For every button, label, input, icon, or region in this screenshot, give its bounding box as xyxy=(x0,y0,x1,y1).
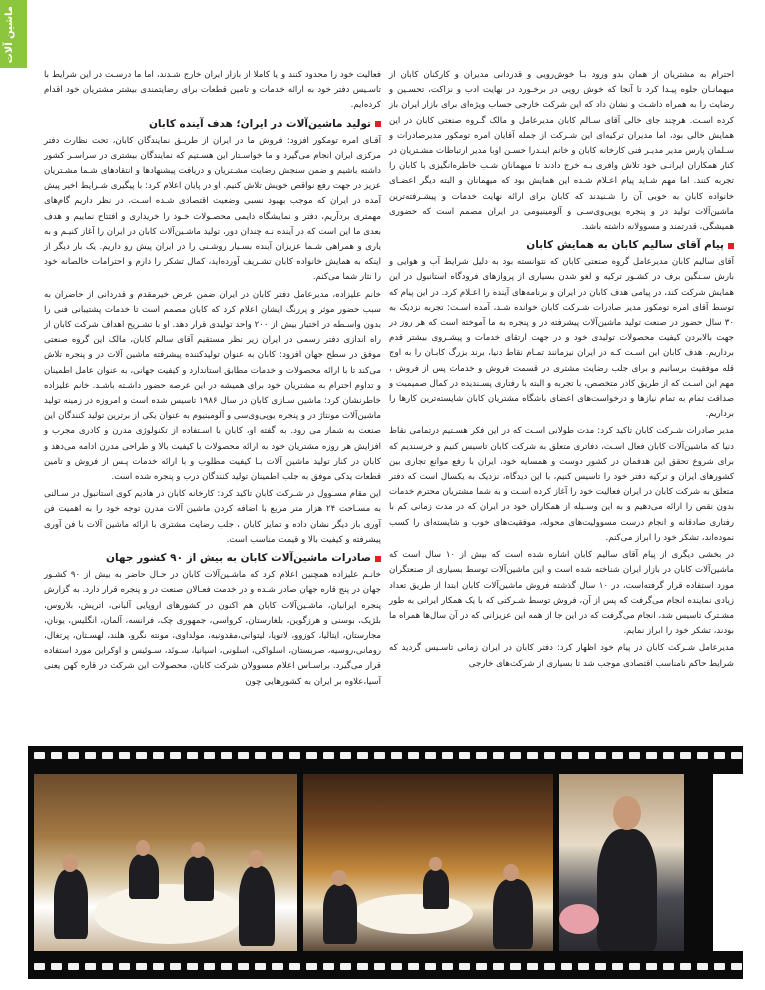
film-hole xyxy=(510,752,521,759)
film-hole xyxy=(442,963,453,970)
paragraph: احترام به مشتریان از همان بدو ورود بـا خوش‌رویی و قدردانی مدیران و کارکنان کابان از میهمانـان جلوه پیـدا کرد تا آنجا که خوش رویی در برخـورد در نهایت ادب و نزاکت، تحسـین و رضایت را به همراه داشـت و نشان داد که این شرکت خارجی حساب ویژه‌ای برای بازار ایران باز کرده اسـت. هرچند جای خالی آقای سـالم کابان مدیرعامل و مالک گـروه صنعتی کابان در این همایش خالی بود، اما مدیران ترکیه‌ای این شـرکت از جمله آقایان امره تومکور مدیرصادرات و سـلمان پارس مدیر مدیـر فنی کارخانه کابان و خانم اینـدرا حسـن اوبا مدیر ارتباطات مشـتریان در کنار همکاران ایرانـی خود تلاش وافری بـه خرج دادند تا میهمانان شـب خاطره‌انگیزی با کابان را تجربه کنند. اما مهم شـاید پیام اعـلام شـده این همایش بود که میهمانان و البته دیگر اعضـای خانواده کابان به خوبی آن را شـنیدند که کابان برای ارائه نهایت خدمات و پیشـرفته‌ترین ماشین‌آلات تولید در و پنجره یوپی‌وی‌سـی و آلومینیومی در ایران مصمم است که حضوری همیشگی، قدرتمند و مسوولانه داشته باشد. xyxy=(389,70,734,233)
section-heading xyxy=(44,551,381,566)
film-perforations-bottom xyxy=(28,963,743,973)
film-hole xyxy=(629,752,640,759)
paragraph: در بخشی دیگری از پیام آقای سالیم کابان اشاره شده است که بیش از ۱۰ سال است که ماشین‌آلات کابان در بازار ایران شناخته شده است و این ماشین‌آلات توسط بسیاری از صنعتگران مورد استفاده قرار گرفته‌است، در ۱۰ سال گذشته فروش ماشین‌آلات کابان ابتدا از طریق تعداد زیادی نماینده انجام می‌گرفت که پس از آن، فروش توسط شـرکتی که با یک همکار ایرانی به طور مشـترک تاسیس شد، انجام می‌گرفت که در این جا از همه این عزیزانی که در آن سال‌ها همراه ما بودند، تشکر خود را ابراز نمایم. xyxy=(389,550,734,637)
film-perforations-top xyxy=(28,752,743,762)
film-hole xyxy=(476,963,487,970)
film-hole xyxy=(493,963,504,970)
film-hole xyxy=(663,963,674,970)
film-hole xyxy=(629,963,640,970)
paragraph: آقـای امره تومکور افزود: فروش ما در ایران از طریـق نمایندگان کابان، تحت نظارت دفتر مرکزی ایران انجام می‌گیرد و ما خواسـتار این هسـتیم که نمایندگان بیشتری در سراسـر کشور داشته باشیم و ضمن سنجش رضایت مشـتریان و دریافت پیشنهادها و انتقادهای شـما مشـتریان عزیز در جهت رفع نواقص خویش تلاش کنیم. او در پایان اعلام کرد: با پیگیری شـرایط اخیر پیش آمده در ایران که موجب بهبود نسبی وضعیت اقتصادی شـده اسـت، در نظر داریم گام‌های مهمتری بردآریم، دفتر و نمایشگاه دایمی محصـولات خـود را خریداری و افتتاح نماییم و هدف بعدی ما این است که در آینده نـه چندان دور، تولید ماشـین‌آلات کابان در ایران را آغاز کنیـم و به یاری و همراهی شـما عزیزان آینده بسـیار روشـنی را در ایران پیش رو داریم. یک بار دیگر از اینکه به همایش خانواده کابان تشـریف آورده‌اید، کمال تشکر را دارم و احترامات خالصانه خود را نثار شما می‌کنم. xyxy=(44,135,381,283)
film-hole xyxy=(561,963,572,970)
film-hole xyxy=(646,752,657,759)
film-hole xyxy=(714,752,725,759)
film-hole xyxy=(357,752,368,759)
film-hole xyxy=(731,963,742,970)
film-hole xyxy=(595,752,606,759)
film-hole xyxy=(527,963,538,970)
film-hole xyxy=(323,752,334,759)
film-hole xyxy=(714,963,725,970)
speaker-podium-photo xyxy=(559,774,684,951)
film-hole xyxy=(289,752,300,759)
film-hole xyxy=(204,963,215,970)
film-hole xyxy=(374,752,385,759)
heading-marker-icon xyxy=(375,556,381,562)
film-hole xyxy=(289,963,300,970)
film-hole xyxy=(170,752,181,759)
film-hole xyxy=(680,752,691,759)
film-hole xyxy=(697,752,708,759)
film-hole xyxy=(425,963,436,970)
photo-filmstrip xyxy=(28,746,743,979)
banquet-table-photo xyxy=(34,774,297,951)
film-hole xyxy=(306,963,317,970)
film-hole xyxy=(204,752,215,759)
film-hole xyxy=(544,963,555,970)
conference-hall-photo xyxy=(303,774,553,951)
film-hole xyxy=(408,752,419,759)
film-hole xyxy=(221,963,232,970)
film-hole xyxy=(238,752,249,759)
film-hole xyxy=(510,963,521,970)
film-hole xyxy=(34,752,45,759)
film-hole xyxy=(374,963,385,970)
film-hole xyxy=(578,963,589,970)
section-heading-text: پیام آقای سالیم کابان به همایش کابان xyxy=(526,239,724,252)
film-hole xyxy=(612,963,623,970)
paragraph: خانـم علیزاده همچنین اعلام کرد که ماشـین‌آلات کابان در حـال حاضر به بیش از ۹۰ کشـور جهان در پنج قاره جهان صادر شـده و در خدمت فعـالان صنعت در و پنجره قرار دارد. به گزارش پنجره ایرانیان، ماشـین‌آلات کابان هم اکنون در کشورهای اروپایی آلبانی، اتریش، بلاروس، بلژیک، بوسنی و هرزگوین، بلغارستان، کرواسی، جمهوری چک، فرانسه، آلمان، انگلیس، یونان، مجارستان، ایتالیا، کوزوو، لاتویا، لیتوانی،مقدونیه، مولداوی، مونته نگرو، هلند، لهسـتان، پرتغال، رومانی،روسیه، صربستان، اسلواکی، اسلونی، اسپانیا، سـوئد، سـوئیس و اوکراین مورد استفاده قرار می‌گیرد. براسـاس اعلام مسوولان شرکت کابان، محصولات این شرکت در قاره کهن یعنی آسیا،علاوه بر ایران به کشورهایی چون xyxy=(44,570,381,687)
film-hole xyxy=(357,963,368,970)
film-hole xyxy=(153,752,164,759)
film-hole xyxy=(102,963,113,970)
film-hole xyxy=(238,963,249,970)
film-hole xyxy=(595,963,606,970)
section-tab xyxy=(0,0,27,68)
paragraph: مدیر صادرات شـرکت کابان تاکید کرد: مدت طولانی اسـت که در این فکر هسـتیم درتمامی نقاط دنیا که ماشین‌آلات کابان فعال اسـت، دفاتری متعلق به شرکت کابان تاسیس کنیم و خرسندیم که برای شروع تحقق این هدفمان در کشور دوست و همسایه خود، ایران با رفع موانع تجاری بین کشورهای ایران و ترکیه دفتر خود را تاسیس کنیم، با این دیدگاه، نزدیک به یکسال است که دفتر متعلق به شرکت کابان در ایران فعالیت خود را آغاز کرده اسـت و به شما مشتریان محترم خدمات بدون نقص را ارائه می‌دهیم و به این وسـیله از همکاران خود در ایران که در مدت زمانی کم با رفتاری صادقانه و انجام درست مسوولیت‌های محوله، موفقیت‌های خوب و شایسته‌ای را کسب نموده‌اند، تشکر خود را ابراز می‌کنم. xyxy=(389,426,734,543)
film-hole xyxy=(578,752,589,759)
film-hole xyxy=(85,752,96,759)
article-column-left xyxy=(44,68,381,692)
film-hole xyxy=(459,752,470,759)
film-hole xyxy=(51,963,62,970)
film-hole xyxy=(136,963,147,970)
heading-marker-icon xyxy=(375,121,381,127)
paragraph: آقای سالیم کابان مدیرعامل گروه صنعتی کابان که نتوانسته بود به دلیل شرایط آب و هوایی و بارش سـنگین برف در کشـور ترکیه و لغو شدن بسیاری از پروازهای فرودگاه استانبول در این همایش شرکت کند، در پیامی هدف کابان در ایران و برنامه‌های آینده را اعـلام کرد. در این پیام که توسط آقای امره تومکور مدیر صادرات شـرکت کابان خوانده شـد، آمده اسـت: تجربه نزدیک به ۳۰ سال حضور در صنعت تولید ماشین‌آلات پیشرفته در و پنجره به ما آموخته است که هر روز در جهت بالابردن کیفیت محصولات تولیدی خود و در جهت ارتقای خدمات و پیشـروی بیشتر قدم برداریم. هدف کابان این اسـت کـه در ایران نیزمانند تمـام نقاط دنیا، برند بزرگ کابـان را به اوج قله موفقیت برسانیم و برای جلب رضایت مشتری در قسمت فروش و خدمات پس از فروش ، مهم این اسـت که از طریق کادر متخصص، با تجربه و البته با رفتاری پسـندیده در کمال صمیمیت و صداقت تمام به تمام نیازها و درخواست‌های اعضای باشگاه مشتریان کابان شایسته‌ترین کارها را برداریم. xyxy=(389,257,734,420)
film-hole xyxy=(51,752,62,759)
film-hole xyxy=(442,752,453,759)
film-hole xyxy=(187,963,198,970)
film-hole xyxy=(391,752,402,759)
film-hole xyxy=(459,963,470,970)
heading-marker-icon xyxy=(728,243,734,249)
film-hole xyxy=(102,752,113,759)
article-column-right xyxy=(389,68,734,674)
paragraph: فعالیت خود را محدود کنند و یا کاملا از بازار ایران خارج شـدند، اما ما درسـت در این شرایط با تاسـیس دفتر خود به ارائه خدمات و تامین قطعات برای رضایتمندی بیشتر مشتریان خود اقدام کرده‌ایم. xyxy=(44,70,381,111)
film-hole xyxy=(476,752,487,759)
paragraph: مدیرعامل شـرکت کابان در پیام خود اظهار کرد: دفتر کابان در ایران زمانی تاسـیس گردید که شرایط حاکم نامناسب اقتصادی موجب شد تا بسیاری از شرکت‌های خارجی xyxy=(389,643,734,669)
film-hole xyxy=(68,963,79,970)
film-hole xyxy=(119,752,130,759)
film-hole xyxy=(85,963,96,970)
film-hole xyxy=(272,752,283,759)
film-hole xyxy=(663,752,674,759)
film-hole xyxy=(544,752,555,759)
paragraph: این مقام مسـوول در شـرکت کابان تاکید کرد: کارخانه کابان در هادیم کوی استانبول در سـالنی به مسـاحت ۲۴ هزار متر مربع با اضافه کردن ماشین آلات مدرن توجه خود را به اهمیت فن آوری باز دیگر نشان داده و تمایز کابان ، جلب رضایت مشتری با ارائه ماشین آلات با فن آوری پیشرفته و کیفیت بالا و قیمت مناسب است. xyxy=(44,489,382,545)
film-hole xyxy=(255,963,266,970)
film-hole xyxy=(119,963,130,970)
film-hole xyxy=(187,752,198,759)
film-edge-blank xyxy=(713,774,743,951)
section-tab-label: ماشین آلات xyxy=(4,6,15,64)
film-hole xyxy=(34,963,45,970)
film-hole xyxy=(731,752,742,759)
film-hole xyxy=(68,752,79,759)
film-hole xyxy=(697,963,708,970)
film-hole xyxy=(221,752,232,759)
film-hole xyxy=(408,963,419,970)
film-hole xyxy=(391,963,402,970)
film-hole xyxy=(340,752,351,759)
section-heading-text: صادرات ماشین‌آلات کابان به بیش از ۹۰ کشور جهان xyxy=(106,552,371,565)
section-heading-text: تولید ماشین‌آلات در ایران؛ هدف آینده کابان xyxy=(148,117,371,130)
film-hole xyxy=(612,752,623,759)
film-hole xyxy=(170,963,181,970)
film-hole xyxy=(425,752,436,759)
film-hole xyxy=(340,963,351,970)
film-hole xyxy=(493,752,504,759)
paragraph: خانم علیزاده، مدیرعامل دفتر کابان در ایران ضمن عرض خیرمقدم و قدردانی از حاضران به سبب حضور موثر و پررنگ ایشان اعلام کرد که کابان مصمم است تا خدمات پشتیبانی فنی را بدون واسـطه در اختیار بیش از ۲۰۰ واحد تولیدی قرار دهد. او با تشـریح اهداف شرکت کابان از راه اندازی دفتر رسمی در ایران زیر نظر مستقیم آقای سالم کابان، مالک این گروه صنعتی موفق در سطح جهان افزود: کابان به عنوان تولیدکننده پیشرفته ماشین آلات در و پنجره تلاش می‌کند تا با ارائه محصولات و خدمات مطابق استاندارد و کیفیت جهانی، به عنوان عامل اطمینان و تداوم احترام به مشتریان خود برای همیشه در این عرصه حضور داشـته باشـد. خانم علیزاده خاطرنشان کرد: ماشین سـازی کابان در سال ۱۹۸۶ تاسیس شده است و امروزه در زمینه تولید ماشین‌آلات مونتاژ در و پنجره یوپی‌وی‌سی و آلومینیوم به عنوان یکی از برترین تولید کنندگان این صنعت به شمار می رود. به گفته او، کابان با اسـتفاده از تکنولوژی مدرن و کادری مجرب و افزایش هر روزه مشتریان خود به ارائه محصولات با کیفیت بالا و طراحی مدرن ادامه می‌دهد و کابان در کنار تولید ماشین آلات بـا کیفیت مطلوب و با ارائه خدمات پـس از فروش و تامین قطعات یدکی موفق به جلب اطمینان تولید کنندگان درب و پنجره شده است. xyxy=(44,289,381,483)
section-heading xyxy=(44,117,381,132)
film-hole xyxy=(527,752,538,759)
film-hole xyxy=(136,752,147,759)
film-hole xyxy=(272,963,283,970)
film-hole xyxy=(646,963,657,970)
section-heading xyxy=(389,238,734,253)
film-hole xyxy=(153,963,164,970)
film-hole xyxy=(323,963,334,970)
film-hole xyxy=(306,752,317,759)
film-hole xyxy=(561,752,572,759)
film-hole xyxy=(255,752,266,759)
film-hole xyxy=(680,963,691,970)
